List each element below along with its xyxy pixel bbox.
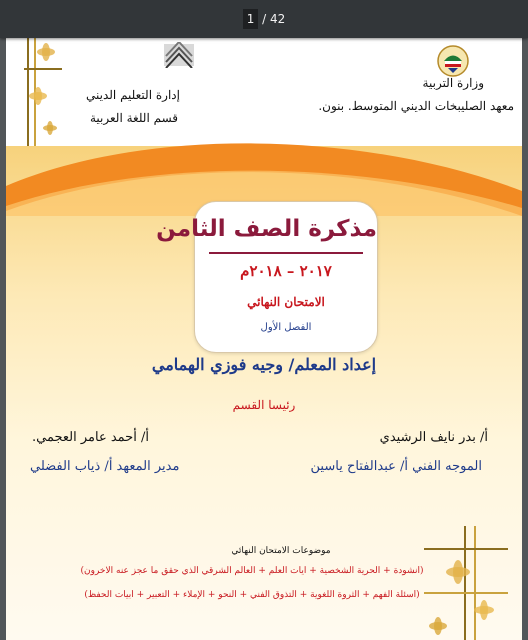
head-of-department-1: أ/ بدر نايف الرشيدي: [379, 430, 488, 445]
kuwait-emblem-icon: [436, 44, 470, 78]
pdf-page: [6, 38, 522, 640]
technical-supervisor: الموجه الفني أ/ عبدالفتاح ياسين: [310, 459, 482, 474]
total-pages: 42: [270, 12, 286, 26]
topics-line-1: (أنشودة + الحرية الشخصية + آيات العلم + العالم الشرقي الذي حقق ما عجز عنه الآخرون): [80, 566, 424, 576]
institute-principal: مدير المعهد أ/ ذياب الفضلي: [30, 459, 180, 474]
head-of-department-2: أ/ أحمد عامر العجمي.: [32, 430, 149, 445]
topics-heading: موضوعات الامتحان النهائي: [231, 546, 331, 556]
flower-ornament-icon: [24, 38, 64, 148]
school-year: ٢٠١٧ – ٢٠١٨م: [240, 262, 332, 280]
institute-name: معهد الصليبخات الديني المتوسط. بنون.: [318, 99, 514, 113]
page-separator: /: [262, 12, 267, 26]
topics-line-2: (أسئلة الفهم + الثروة اللغوية + التذوق الفني + النحو + الإملاء + التعبير + أبيات الحفظ): [84, 590, 420, 600]
page-counter: [214, 9, 314, 29]
exam-type: الامتحان النهائي: [247, 295, 325, 309]
title-underline: [209, 252, 363, 254]
administration-name: إدارة التعليم الديني: [86, 88, 180, 102]
cover-card: [156, 201, 378, 353]
flower-ornament-icon: [424, 526, 508, 640]
page-title: مذكرة الصف الثامن: [156, 216, 377, 242]
book-stack-icon: [162, 42, 196, 68]
prepared-by: إعداد المعلم/ وجيه فوزي الهمامي: [151, 355, 377, 374]
term-label: الفصل الأول: [260, 322, 312, 333]
pdf-toolbar: [0, 0, 528, 38]
ministry-name: وزارة التربية: [422, 76, 484, 90]
heads-label: رئيسا القسم: [232, 398, 296, 412]
department-name: قسم اللغة العربية: [90, 111, 179, 125]
current-page-input[interactable]: 1: [243, 9, 259, 29]
